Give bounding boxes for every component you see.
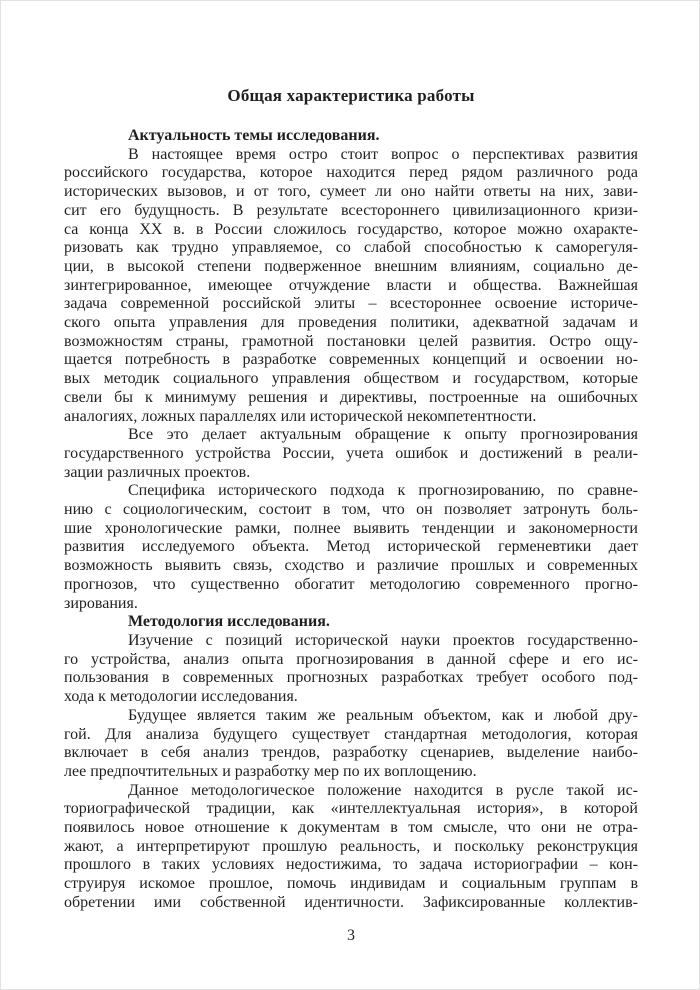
text-line: жают, а интерпретируют прошлую реальность, и поскольку реконструкция	[64, 837, 638, 855]
text-line: прошлого в таких условиях недостижима, то задача историографии – кон-	[64, 856, 638, 874]
text-line: возможностям страны, грамотной постановки целей развития. Остро ощу-	[64, 332, 638, 350]
text-line: аналогиях, ложных параллелях или исторической некомпетентности.	[64, 407, 537, 425]
text-line: появилось новое отношение к документам в том смысле, что они не отра-	[64, 819, 638, 837]
text-line: зации различных проектов.	[64, 463, 251, 481]
text-line: Данное методологическое положение находится в русле такой ис-	[128, 781, 638, 799]
text-line: исторических вызовов, и от того, сумеет ли оно найти ответы на них, зави-	[64, 183, 638, 201]
text-line: развития исследуемого объекта. Метод исторической герменевтики дает	[64, 538, 638, 556]
text-line: возможность выявить связь, сходство и различие прошлых и современных	[64, 557, 638, 575]
text-line: пользования в современных прогнозных разработках требует особого под-	[64, 669, 638, 687]
text-line: ского опыта управления для проведения политики, адекватной задачам и	[64, 314, 638, 332]
page-number: 3	[347, 927, 355, 944]
text-line: гой. Для анализа будущего существует стандартная методология, которая	[64, 725, 638, 743]
text-line: российского государства, которое находится перед рядом различного рода	[64, 164, 638, 182]
text-line: сит его будущность. В результате всестороннего цивилизационного кризи-	[64, 201, 638, 219]
text-line: В настоящее время остро стоит вопрос о перспективах развития	[128, 145, 638, 163]
text-line: хода к методологии исследования.	[64, 688, 298, 706]
text-line: государственного устройства России, учета ошибок и достижений в реали-	[64, 444, 638, 462]
text-line: лее предпочтительных и разработку мер по их воплощению.	[64, 762, 477, 780]
text-line: задача современной российской элиты – всестороннее освоение историче-	[64, 295, 638, 313]
text-line: струируя искомое прошлое, помочь индивидам и социальным группам в	[64, 875, 638, 893]
text-line: Изучение с позиций исторической науки проектов государственно-	[128, 631, 638, 649]
text-line: ризовать как трудно управляемое, со слабой способностью к саморегуля-	[64, 239, 638, 257]
text-line: Специфика исторического подхода к прогнозированию, по сравне-	[128, 482, 638, 500]
text-line: ции, в высокой степени подверженное внешним влияниям, социально де-	[64, 257, 638, 275]
text-line: шие хронологические рамки, полнее выявить тенденции и закономерности	[64, 519, 638, 537]
section-heading: Актуальность темы исследования.	[128, 127, 380, 144]
text-line: ториографической традиции, как «интеллектуальная история», в которой	[64, 800, 638, 818]
content-area	[64, 127, 638, 913]
text-line: зинтегрированное, имеющее отчуждение власти и общества. Важнейшая	[64, 276, 638, 294]
text-line: вых методик социального управления обществом и государством, которые	[64, 370, 638, 388]
text-line: са конца XX в. в России сложилось государство, которое можно охаракте-	[64, 220, 638, 238]
text-line: Будущее является таким же реальным объектом, как и любой дру-	[128, 706, 638, 724]
text-line: зирования.	[64, 594, 138, 612]
text-line: нию с социологическим, состоит в том, что он позволяет затронуть боль-	[64, 501, 638, 519]
text-line: прогнозов, что существенно обогатит методологию современного прогно-	[64, 575, 638, 593]
text-line: щается потребность в разработке современных концепций и освоении но-	[64, 351, 638, 369]
text-line: го устройства, анализ опыта прогнозирования в данной сфере и его ис-	[64, 650, 638, 668]
page-title: Общая характеристика работы	[227, 86, 475, 105]
text-line: Все это делает актуальным обращение к опыту прогнозирования	[128, 426, 638, 444]
text-line: свели бы к минимуму решения и директивы, построенные на ошибочных	[64, 388, 638, 406]
section-heading: Методология исследования.	[128, 613, 330, 631]
text-line: обретении ими собственной идентичности. Зафиксированные коллектив-	[64, 893, 638, 911]
text-line: включает в себя анализ трендов, разработку сценариев, выделение наибо-	[64, 744, 638, 762]
